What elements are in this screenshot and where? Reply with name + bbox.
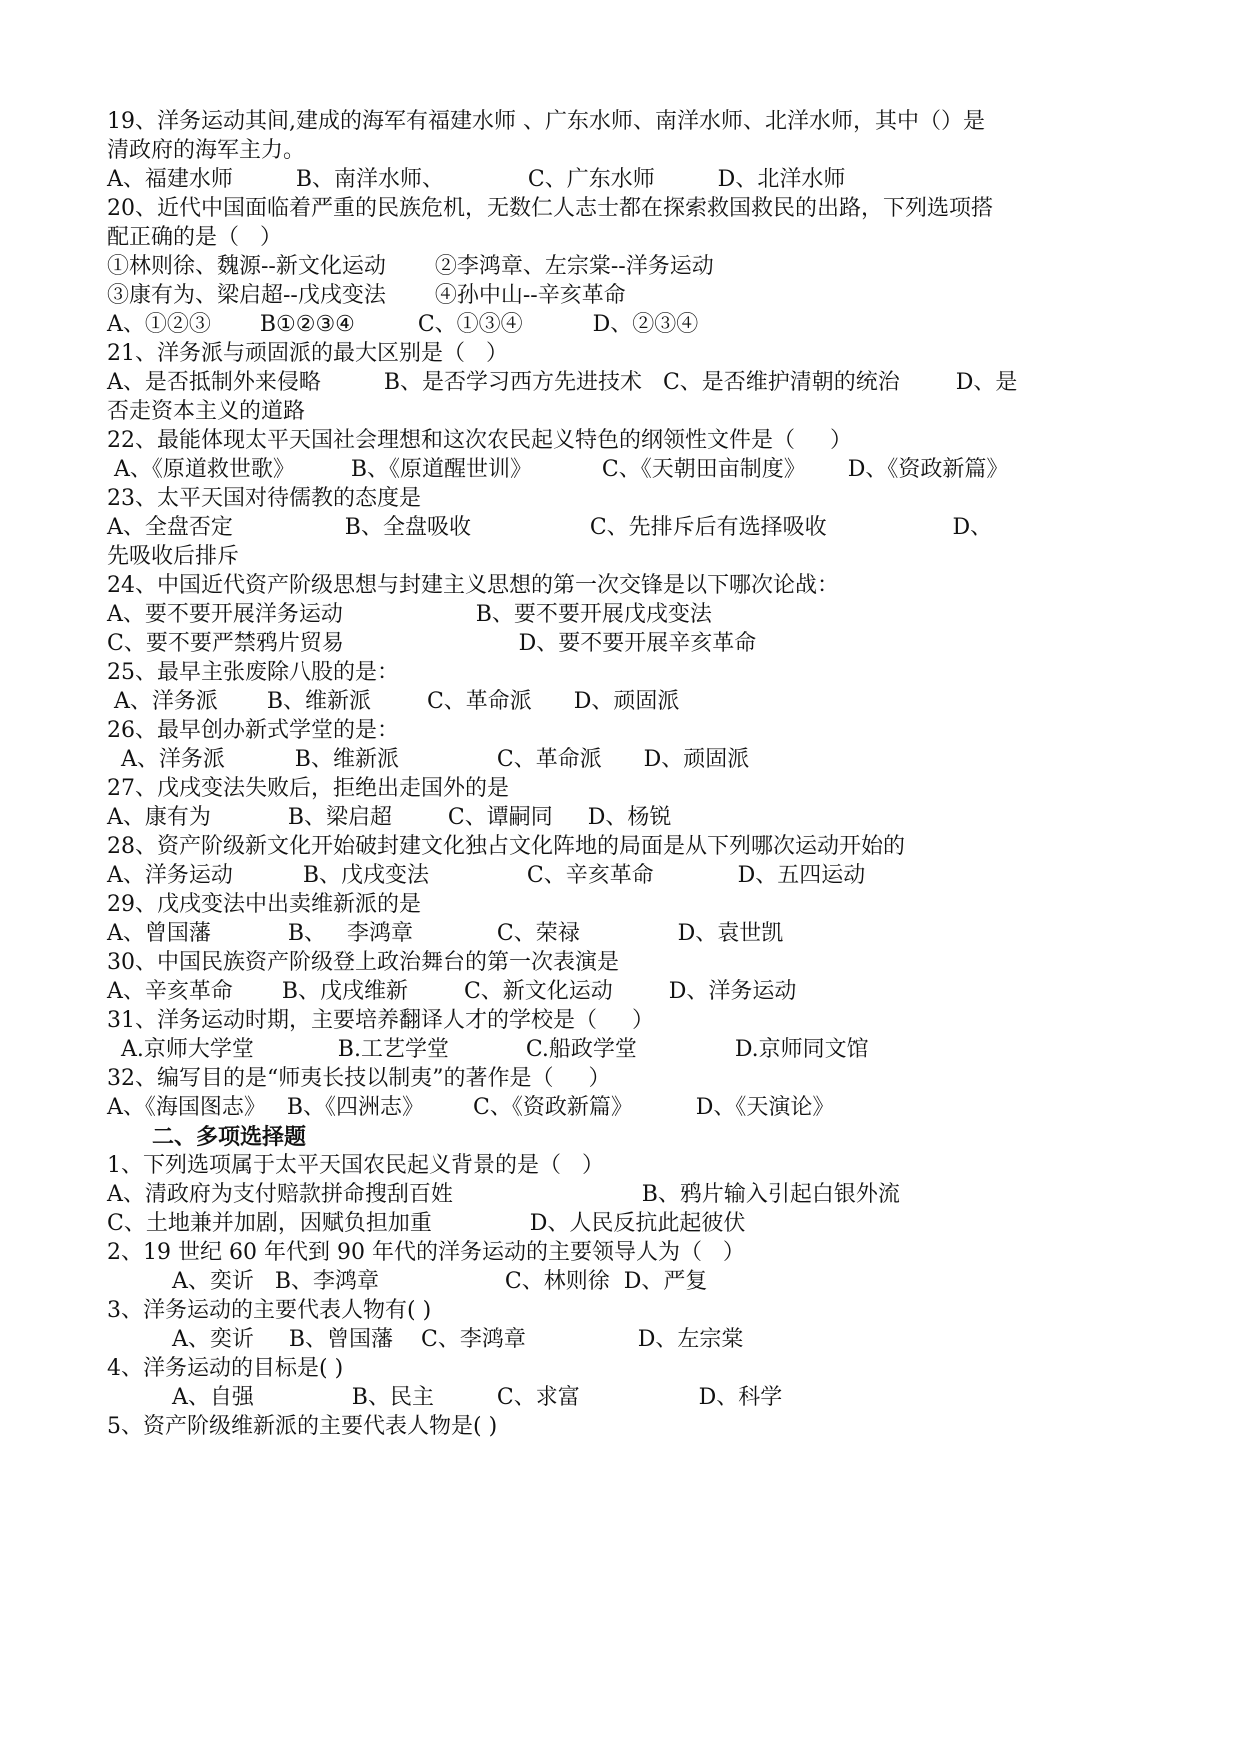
- question-30-options: A、辛亥革命 B、戊戌维新 C、新文化运动 D、洋务运动: [107, 979, 797, 1004]
- question-31-options: A.京师大学堂 B.工艺学堂 C.船政学堂 D.京师同文馆: [107, 1037, 869, 1062]
- question-24-options-ab: A、要不要开展洋务运动 B、要不要开展戊戌变法: [107, 602, 712, 627]
- question-26-options: A、洋务派 B、维新派 C、革命派 D、顽固派: [107, 747, 750, 772]
- question-29-options: A、曾国藩 B、 李鸿章 C、荣禄 D、袁世凯: [107, 921, 784, 946]
- mc-question-3-options: A、奕䜣 B、曾国藩 C、李鸿章 D、左宗棠: [172, 1327, 744, 1352]
- section-heading-multiple-choice: 二、多项选择题: [152, 1124, 307, 1150]
- question-23-options-cont: 先吸收后排斥: [107, 544, 240, 569]
- question-21-options: A、是否抵制外来侵略 B、是否学习西方先进技术 C、是否维护清朝的统治 D、是: [107, 370, 1018, 395]
- question-24-options-cd: C、要不要严禁鸦片贸易 D、要不要开展辛亥革命: [107, 631, 757, 656]
- mc-question-1-stem: 1、下列选项属于太平天国农民起义背景的是（ ）: [107, 1153, 604, 1178]
- question-20-options: A、①②③ B①②③④ C、①③④ D、②③④: [107, 312, 699, 337]
- question-31-stem: 31、洋务运动时期，主要培养翻译人才的学校是（ ）: [107, 1008, 654, 1033]
- question-19-stem: 19、洋务运动其间,建成的海军有福建水师 、广东水师、南洋水师、北洋水师，其中（）是: [107, 109, 985, 134]
- question-26-stem: 26、最早创办新式学堂的是：: [107, 718, 399, 743]
- question-20-stem-cont: 配正确的是（ ）: [107, 225, 282, 250]
- question-24-stem: 24、中国近代资产阶级思想与封建主义思想的第一次交锋是以下哪次论战：: [107, 573, 839, 598]
- question-19-options: A、福建水师 B、南洋水师、 C、广东水师 D、北洋水师: [107, 167, 846, 192]
- question-32-options: A、《海国图志》 B、《四洲志》 C、《资政新篇》 D、《天演论》: [107, 1095, 835, 1120]
- question-23-options: A、全盘否定 B、全盘吸收 C、先排斥后有选择吸收 D、: [107, 515, 993, 540]
- question-20-stem: 20、近代中国面临着严重的民族危机，无数仁人志士都在探索救国救民的出路，下列选项搭: [107, 196, 993, 221]
- question-28-stem: 28、资产阶级新文化开始破封建文化独占文化阵地的局面是从下列哪次运动开始的: [107, 834, 905, 859]
- question-22-stem: 22、最能体现太平天国社会理想和这次农民起义特色的纲领性文件是（ ）: [107, 428, 852, 453]
- mc-question-2-options: A、奕䜣 B、李鸿章 C、林则徐 D、严复: [172, 1269, 708, 1294]
- question-21-options-cont: 否走资本主义的道路: [107, 399, 306, 424]
- question-22-options: A、《原道救世歌》 B、《原道醒世训》 C、《天朝田亩制度》 D、《资政新篇》: [107, 457, 1009, 482]
- mc-question-1-options-ab: A、清政府为支付赔款拼命搜刮百姓 B、鸦片输入引起白银外流: [107, 1182, 900, 1207]
- mc-question-1-options-cd: C、土地兼并加剧，因赋负担加重 D、人民反抗此起彼伏: [107, 1211, 746, 1236]
- question-20-item-1-2: ①林则徐、魏源--新文化运动 ②李鸿章、左宗棠--洋务运动: [107, 254, 714, 279]
- question-29-stem: 29、戊戌变法中出卖维新派的是: [107, 892, 421, 917]
- question-21-stem: 21、洋务派与顽固派的最大区别是（ ）: [107, 341, 508, 366]
- question-23-stem: 23、太平天国对待儒教的态度是: [107, 486, 421, 511]
- mc-question-4-stem: 4、洋务运动的目标是( ): [107, 1356, 344, 1381]
- question-27-stem: 27、戊戌变法失败后，拒绝出走国外的是: [107, 776, 509, 801]
- mc-question-3-stem: 3、洋务运动的主要代表人物有( ): [107, 1298, 432, 1323]
- question-28-options: A、洋务运动 B、戊戌变法 C、辛亥革命 D、五四运动: [107, 863, 866, 888]
- question-19-stem-cont: 清政府的海军主力。: [107, 138, 306, 163]
- question-27-options: A、康有为 B、梁启超 C、谭嗣同 D、杨锐: [107, 805, 672, 830]
- question-25-options: A、洋务派 B、维新派 C、革命派 D、顽固派: [107, 689, 680, 714]
- question-32-stem: 32、编写目的是“师夷长技以制夷”的著作是（ ）: [107, 1066, 611, 1091]
- mc-question-5-stem: 5、资产阶级维新派的主要代表人物是( ): [107, 1414, 498, 1439]
- question-20-item-3-4: ③康有为、梁启超--戊戌变法 ④孙中山--辛亥革命: [107, 283, 626, 308]
- mc-question-4-options: A、自强 B、民主 C、求富 D、科学: [172, 1385, 783, 1410]
- question-30-stem: 30、中国民族资产阶级登上政治舞台的第一次表演是: [107, 950, 619, 975]
- question-25-stem: 25、最早主张废除八股的是：: [107, 660, 399, 685]
- mc-question-2-stem: 2、19 世纪 60 年代到 90 年代的洋务运动的主要领导人为（ ）: [107, 1240, 745, 1265]
